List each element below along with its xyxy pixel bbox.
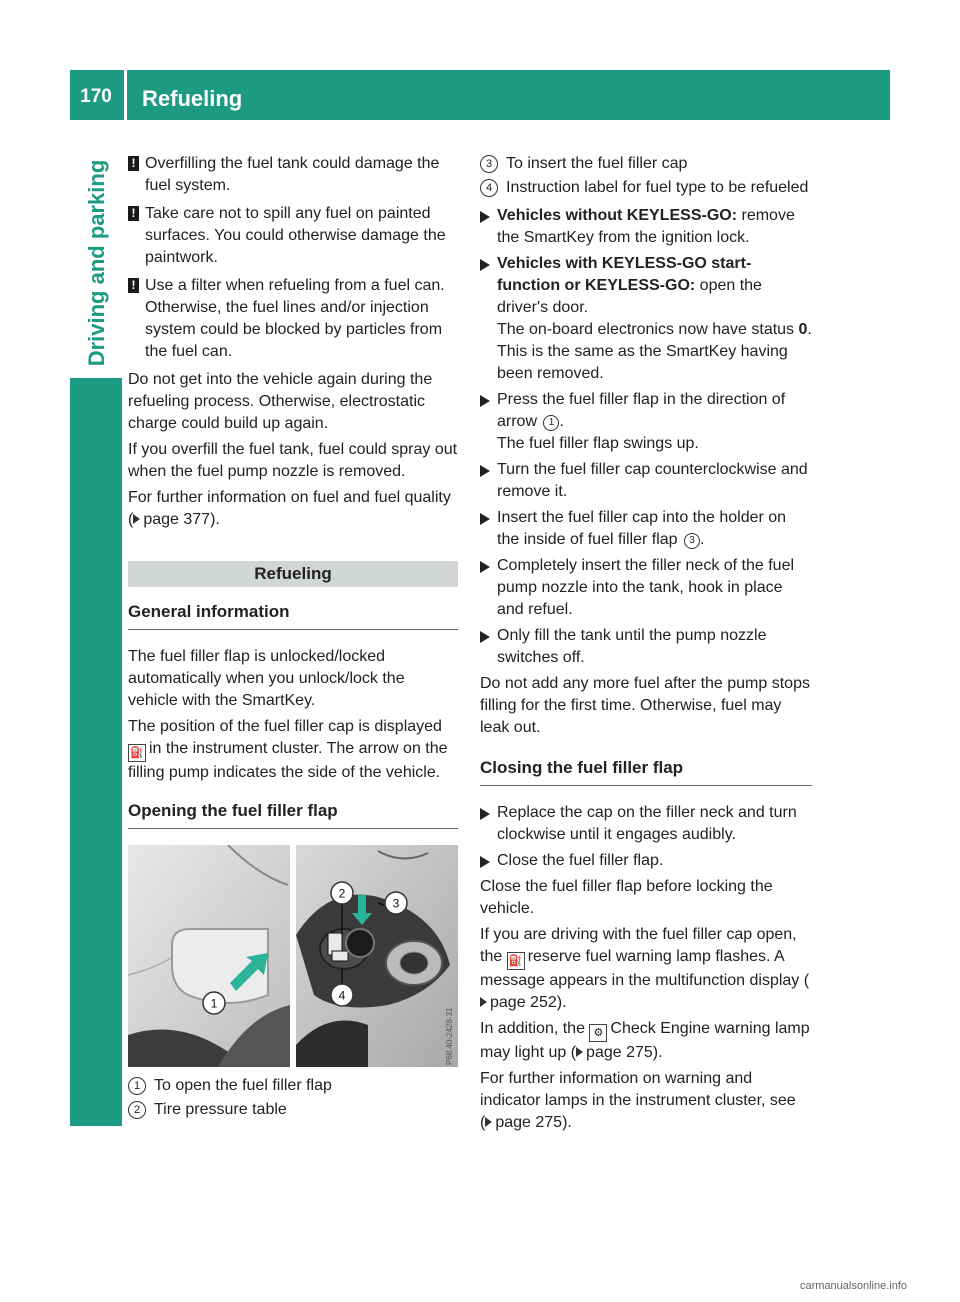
step-arrow-icon: [480, 808, 490, 820]
instruction-step: Only fill the tank until the pump nozzle switches off.: [480, 625, 812, 669]
paragraph: The position of the fuel filler cap is displayed ⛽ in the instrument cluster. The arrow on the filling pump indicates the side of the vehicle.: [128, 718, 448, 781]
closing-fuel-flap-heading: Closing the fuel filler flap: [480, 757, 812, 786]
callout-number: 3: [684, 533, 700, 549]
legend-item: 3 To insert the fuel filler cap: [480, 153, 812, 175]
svg-text:2: 2: [338, 886, 346, 901]
page-reference[interactable]: page 275).: [586, 1044, 663, 1061]
warning-icon: !: [128, 156, 139, 171]
section-title: Refueling: [128, 561, 458, 587]
right-column: [480, 153, 812, 1138]
page-ref-arrow-icon: [576, 1047, 583, 1057]
page-ref-arrow-icon: [485, 1117, 492, 1127]
instruction-step: Turn the fuel filler cap counterclockwise and remove it.: [480, 459, 812, 503]
callout-number: 2: [128, 1101, 146, 1119]
reserve-fuel-icon: ⛽: [507, 952, 525, 970]
warning-icon: !: [128, 278, 139, 293]
legend-item: 2 Tire pressure table: [128, 1099, 458, 1121]
instruction-step: Close the fuel filler flap.: [480, 850, 812, 872]
warning-icon: !: [128, 206, 139, 221]
page-ref-arrow-icon: [480, 997, 487, 1007]
paragraph: Do not add any more fuel after the pump stops filling for the first time. Otherwise, fuel may leak out.: [480, 675, 810, 736]
opening-fuel-flap-heading: Opening the fuel filler flap: [128, 800, 458, 829]
callout-number: 1: [128, 1077, 146, 1095]
warning-note: ! Take care not to spill any fuel on painted surfaces. You could otherwise damage the paintwork.: [128, 203, 458, 269]
side-tab-block: [70, 378, 122, 1126]
step-arrow-icon: [480, 513, 490, 525]
fuel-pump-icon: ⛽: [128, 744, 146, 762]
step-arrow-icon: [480, 211, 490, 223]
instruction-step: Vehicles with KEYLESS-GO start-function or KEYLESS-GO: open the driver's door. The on-board electronics now have status 0. This is the same as the SmartKey having been removed.: [480, 253, 812, 385]
left-column: [128, 153, 458, 1123]
watermark: carmanualsonline.info: [800, 1280, 908, 1292]
header-divider: [124, 70, 127, 120]
warning-note: ! Overfilling the fuel tank could damage the fuel system.: [128, 153, 458, 197]
paragraph: For further information on warning and indicator lamps in the instrument cluster, see ( page 275).: [480, 1070, 796, 1131]
callout-number: 4: [480, 179, 498, 197]
page-title: Refueling: [142, 86, 243, 111]
instruction-step: Replace the cap on the filler neck and turn clockwise until it engages audibly.: [480, 802, 812, 846]
svg-text:3: 3: [392, 896, 400, 911]
instruction-step: Insert the fuel filler cap into the holder on the inside of fuel filler flap 3 .: [480, 507, 812, 551]
instruction-step: Press the fuel filler flap in the direction of arrow 1 . The fuel filler flap swings up.: [480, 389, 812, 455]
step-arrow-icon: [480, 856, 490, 868]
page-reference[interactable]: page 377).: [143, 511, 220, 528]
paragraph: Do not get into the vehicle again during the refueling process. Otherwise, electrostatic charge could build up again.: [128, 371, 433, 432]
paragraph: The fuel filler flap is unlocked/locked automatically when you unlock/lock the vehicle with the SmartKey.: [128, 648, 405, 709]
side-tab-label: Driving and parking: [84, 159, 109, 367]
paragraph: If you overfill the fuel tank, fuel could spray out when the fuel pump nozzle is removed.: [128, 441, 458, 480]
paragraph: If you are driving with the fuel filler cap open, the ⛽ reserve fuel warning lamp flashes. A message appears in the multifunction display (page 252).: [480, 926, 810, 1011]
step-arrow-icon: [480, 465, 490, 477]
svg-text:4: 4: [338, 988, 346, 1003]
fuel-filler-flap-illustration: [128, 845, 458, 1067]
legend-item: 1 To open the fuel filler flap: [128, 1075, 458, 1097]
general-information-heading: General information: [128, 601, 458, 630]
step-arrow-icon: [480, 631, 490, 643]
image-code: P68.40-2428-31: [445, 1007, 454, 1065]
callout-number: 1: [543, 415, 559, 431]
legend-item: 4 Instruction label for fuel type to be refueled: [480, 177, 812, 199]
warning-note: ! Use a filter when refueling from a fuel can. Otherwise, the fuel lines and/or injection system could be blocked by particles from the fuel can.: [128, 275, 458, 363]
instruction-step: Vehicles without KEYLESS-GO: remove the SmartKey from the ignition lock.: [480, 205, 812, 249]
step-arrow-icon: [480, 259, 490, 271]
check-engine-icon: ⚙: [589, 1024, 607, 1042]
step-arrow-icon: [480, 395, 490, 407]
page-reference[interactable]: page 252).: [490, 994, 567, 1011]
callout-number: 3: [480, 155, 498, 173]
page-number: 170: [80, 86, 112, 107]
step-arrow-icon: [480, 561, 490, 573]
instruction-step: Completely insert the filler neck of the fuel pump nozzle into the tank, hook in place and refuel.: [480, 555, 812, 621]
paragraph: Close the fuel filler flap before locking the vehicle.: [480, 878, 773, 917]
svg-text:1: 1: [210, 996, 218, 1011]
paragraph: For further information on fuel and fuel quality ( page 377).: [128, 489, 451, 528]
page-reference[interactable]: page 275).: [495, 1114, 572, 1131]
paragraph: In addition, the ⚙ Check Engine warning lamp may light up ( page 275).: [480, 1020, 810, 1061]
page-ref-arrow-icon: [133, 514, 140, 524]
